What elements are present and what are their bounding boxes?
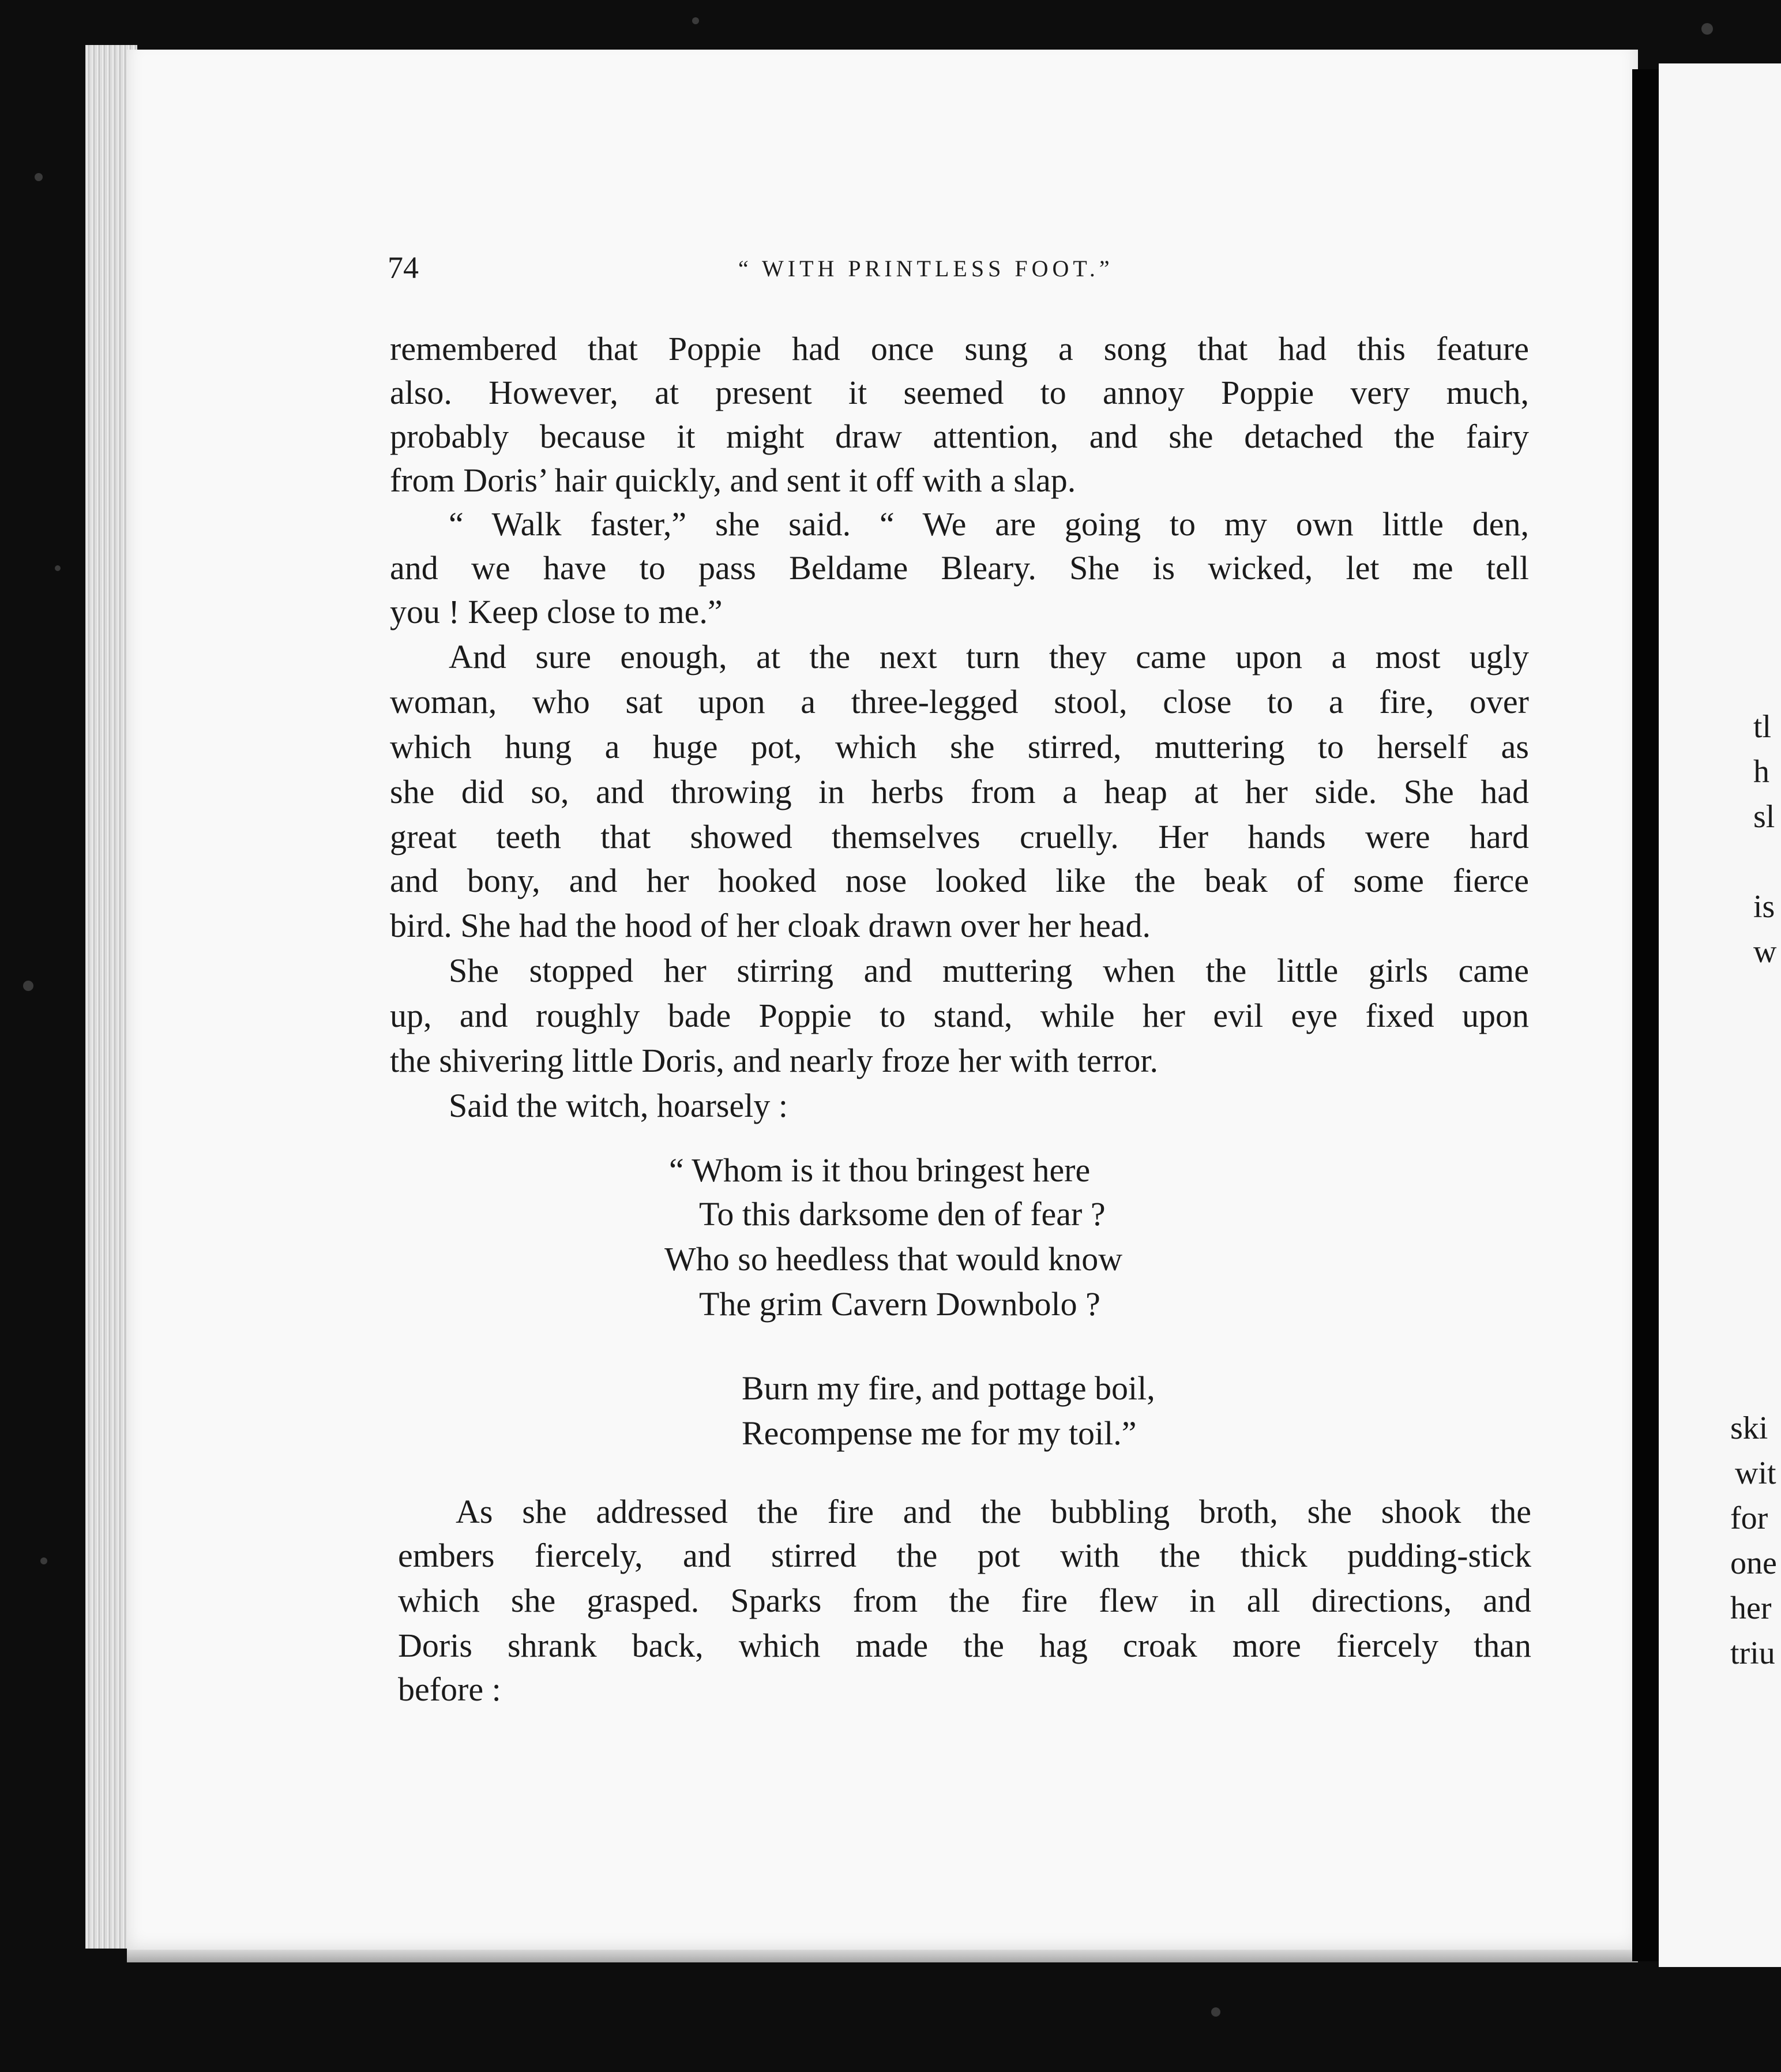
dust-speck	[23, 981, 33, 991]
verse-line: To this darksome den of fear ?	[699, 1195, 1106, 1233]
dust-speck	[35, 173, 43, 181]
dust-speck	[1701, 23, 1713, 35]
facing-page-fragment: is	[1753, 889, 1775, 925]
text-line: And sure enough, at the next turn they came upon a most ugly	[449, 638, 1529, 675]
running-title: “ WITH PRINTLESS FOOT.”	[738, 256, 1114, 281]
text-line: and bony, and her hooked nose looked like the beak of some fierce	[390, 862, 1529, 899]
text-line: which hung a huge pot, which she stirred, muttering to herself as	[390, 728, 1529, 765]
text-line: she did so, and throwing in herbs from a heap at her side. She had	[390, 773, 1529, 810]
facing-page	[1659, 63, 1781, 1967]
verse-line: “ Whom is it thou bringest here	[669, 1151, 1091, 1189]
dust-speck	[1211, 2007, 1220, 2017]
verse-line: Who so heedless that would know	[664, 1240, 1123, 1278]
text-line: Doris shrank back, which made the hag croak more fiercely than	[398, 1627, 1531, 1664]
text-line: from Doris’ hair quickly, and sent it off with a slap.	[390, 461, 1076, 499]
text-line: the shivering little Doris, and nearly froze her with terror.	[390, 1042, 1158, 1079]
facing-page-fragment: one	[1730, 1545, 1777, 1581]
text-line: up, and roughly bade Poppie to stand, while her evil eye fixed upon	[390, 997, 1529, 1034]
page-bottom-edge	[127, 1950, 1638, 1962]
dust-speck	[692, 17, 699, 24]
text-line: “ Walk faster,” she said. “ We are going to my own little den,	[449, 505, 1529, 543]
text-line: She stopped her stirring and muttering when the little girls came	[449, 952, 1529, 989]
dust-speck	[55, 565, 61, 571]
text-line: woman, who sat upon a three-legged stool, close to a fire, over	[390, 683, 1529, 720]
text-line: remembered that Poppie had once sung a song that had this feature	[390, 330, 1529, 367]
text-line: before :	[398, 1671, 501, 1708]
text-line: Said the witch, hoarsely :	[449, 1087, 788, 1124]
text-line: embers fiercely, and stirred the pot with the thick pudding-stick	[398, 1537, 1531, 1574]
facing-page-fragment: ski	[1730, 1410, 1768, 1446]
facing-page-fragment: triu	[1730, 1635, 1775, 1671]
page-number: 74	[388, 250, 419, 285]
verse-line: Burn my fire, and pottage boil,	[742, 1369, 1155, 1407]
facing-page-fragment: w	[1753, 934, 1777, 970]
facing-page-fragment: wit	[1735, 1455, 1776, 1491]
text-line: also. However, at present it seemed to annoy Poppie very much,	[390, 374, 1529, 411]
verse-line: Recompense me for my toil.”	[742, 1414, 1137, 1452]
facing-page-fragment: sl	[1753, 799, 1775, 835]
facing-page-fragment: her	[1730, 1590, 1772, 1626]
facing-page-fragment: tl	[1753, 709, 1772, 745]
book-gutter	[1632, 69, 1660, 1961]
text-line: you ! Keep close to me.”	[390, 593, 723, 630]
facing-page-fragment: h	[1753, 754, 1769, 790]
text-line: great teeth that showed themselves cruelly. Her hands were hard	[390, 818, 1529, 855]
text-line: bird. She had the hood of her cloak drawn over her head.	[390, 907, 1151, 944]
text-line: As she addressed the fire and the bubbling broth, she shook the	[456, 1493, 1531, 1530]
dust-speck	[40, 1557, 47, 1564]
facing-page-fragment: for	[1730, 1500, 1768, 1536]
text-line: and we have to pass Beldame Bleary. She is wicked, let me tell	[390, 549, 1529, 587]
text-line: which she grasped. Sparks from the fire flew in all directions, and	[398, 1582, 1531, 1619]
verse-line: The grim Cavern Downbolo ?	[699, 1285, 1100, 1323]
text-line: probably because it might draw attention, and she detached the fairy	[390, 418, 1529, 455]
